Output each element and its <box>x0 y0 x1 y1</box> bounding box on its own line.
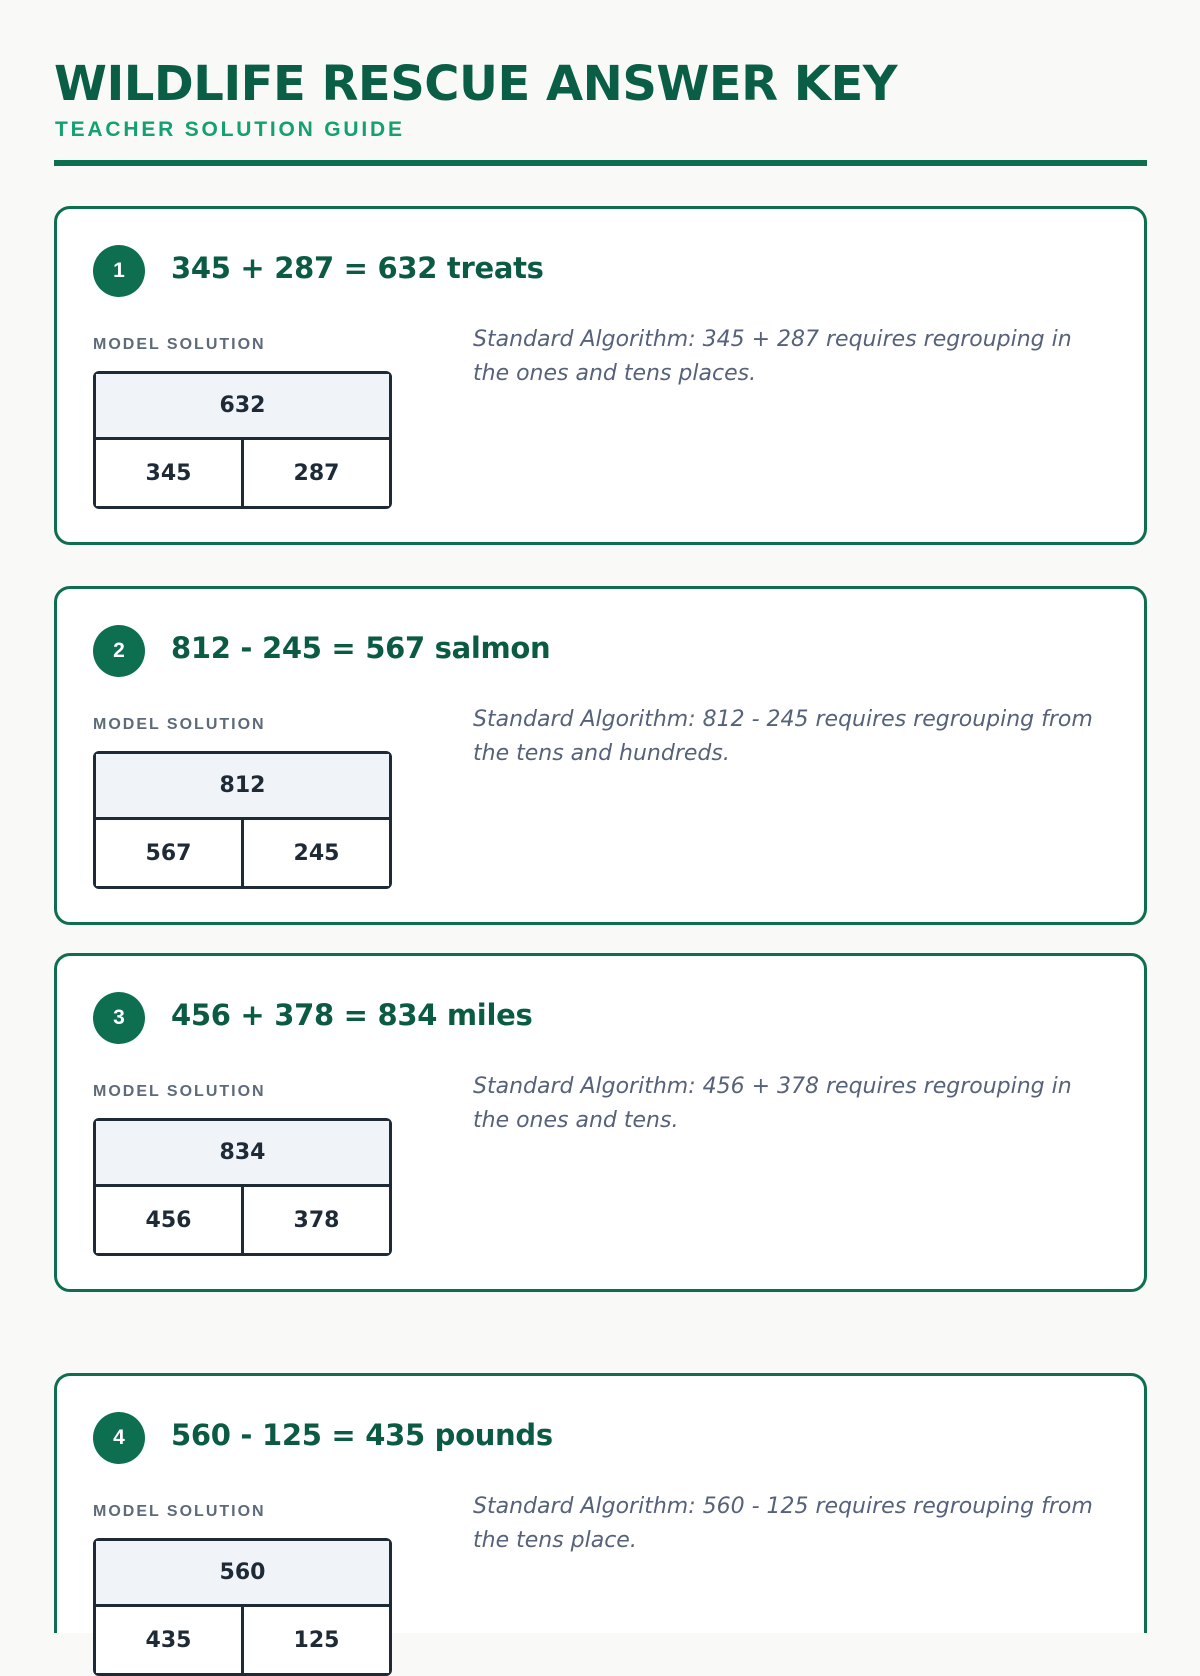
bar-model-part-left: 456 <box>96 1187 241 1253</box>
problem-card-4 <box>54 1373 1147 1653</box>
model-solution-label: MODEL SOLUTION <box>93 336 266 353</box>
solution-explanation: Standard Algorithm: 456 + 378 requires regrouping in the ones and tens. <box>473 1074 1072 1133</box>
bar-model-part-right: 125 <box>241 1607 389 1673</box>
problem-equation: 456 + 378 = 834 miles <box>171 998 533 1032</box>
problem-equation: 812 - 245 = 567 salmon <box>171 631 551 665</box>
problem-card-3 <box>54 953 1147 1292</box>
bar-model-parts <box>96 440 389 506</box>
bar-model <box>93 751 392 889</box>
bar-model-parts <box>96 1187 389 1253</box>
model-solution-label: MODEL SOLUTION <box>93 1503 266 1520</box>
problem-number-badge: 2 <box>93 625 145 677</box>
bar-model-part-left: 345 <box>96 440 241 506</box>
bar-model <box>93 1118 392 1256</box>
model-solution-label: MODEL SOLUTION <box>93 1083 266 1100</box>
bar-model-whole: 632 <box>96 374 389 440</box>
problem-equation: 345 + 287 = 632 treats <box>171 251 544 285</box>
solution-explanation: Standard Algorithm: 345 + 287 requires regrouping in the ones and tens places. <box>473 327 1072 386</box>
bar-model-part-right: 287 <box>241 440 389 506</box>
header-divider <box>54 160 1147 166</box>
bar-model-part-left: 567 <box>96 820 241 886</box>
bar-model <box>93 371 392 509</box>
bar-model-whole: 834 <box>96 1121 389 1187</box>
problem-equation: 560 - 125 = 435 pounds <box>171 1418 553 1452</box>
model-solution-label: MODEL SOLUTION <box>93 716 266 733</box>
problem-number-badge: 4 <box>93 1412 145 1464</box>
problem-card-1 <box>54 206 1147 545</box>
page-subtitle: TEACHER SOLUTION GUIDE <box>55 118 405 141</box>
problem-card-2 <box>54 586 1147 925</box>
page-title: WILDLIFE RESCUE ANSWER KEY <box>54 56 898 112</box>
bar-model-whole: 812 <box>96 754 389 820</box>
bar-model-parts <box>96 1607 389 1673</box>
problem-number-badge: 1 <box>93 245 145 297</box>
bar-model-part-right: 245 <box>241 820 389 886</box>
bar-model-part-right: 378 <box>241 1187 389 1253</box>
bar-model-whole: 560 <box>96 1541 389 1607</box>
solution-explanation: Standard Algorithm: 560 - 125 requires regrouping from the tens place. <box>473 1494 1093 1553</box>
problem-number-badge: 3 <box>93 992 145 1044</box>
bar-model-part-left: 435 <box>96 1607 241 1673</box>
bar-model <box>93 1538 392 1676</box>
bar-model-parts <box>96 820 389 886</box>
solution-explanation: Standard Algorithm: 812 - 245 requires regrouping from the tens and hundreds. <box>473 707 1093 766</box>
